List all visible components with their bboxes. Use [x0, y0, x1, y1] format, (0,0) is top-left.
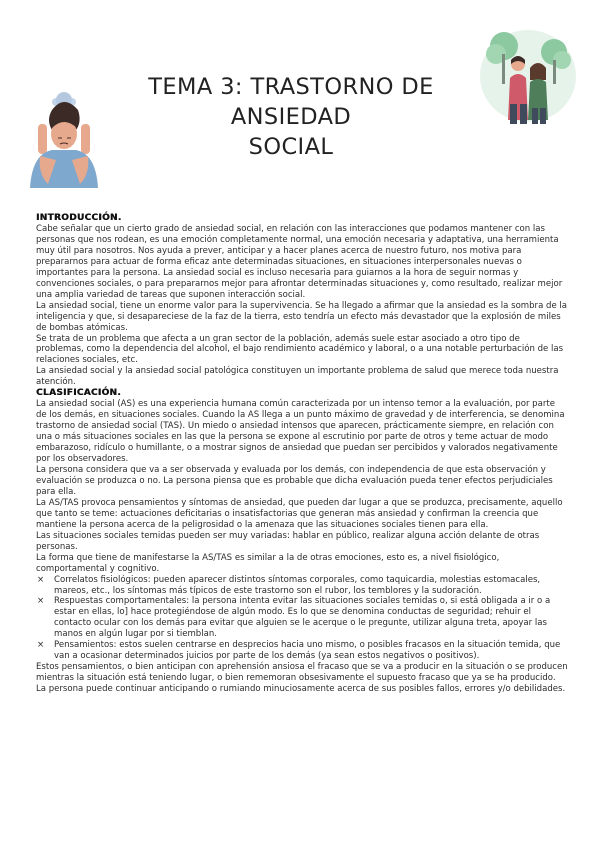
classification-heading: CLASIFICACIÓN. — [36, 388, 121, 399]
page-title-line-2: SOCIAL — [248, 134, 334, 160]
list-item — [36, 640, 568, 662]
list-item-text: Correlatos fisiológicos: pueden aparecer distintos síntomas corporales, como taquicardia, molestias estomacales, mareos, etc., los síntomas más típicos de este trastorno son el rubor, los temblores y la sudoración. — [54, 574, 541, 596]
classification-paragraph-5: La forma que tiene de manifestarse la AS/TAS es similar a la de otras emociones, esto es, a nivel fisiológico, comportamental y cognitivo. — [36, 552, 500, 574]
list-item-text: Pensamientos: estos suelen centrarse en desprecios hacia uno mismo, o posibles fracasos en la situación temida, que van a ocasionar determinados juicios por parte de los demás (ya sean estos negativos o positivos). — [54, 640, 561, 662]
document-body — [36, 213, 568, 695]
bullet-x-icon: × — [37, 574, 45, 585]
closing-paragraph: Estos pensamientos, o bien anticipan con aprehensión ansiosa el fracaso que se va a producir en la situación o se producen mientras la situación está teniendo lugar, o bien rememoran obsesivamente el supuesto fracaso que ya se ha producido. La persona puede continuar anticipando o rumiando minuciosamente acerca de sus posibles fallos, errores y/o debilidades. — [36, 662, 568, 695]
page-title — [96, 72, 486, 162]
classification-paragraph-2: La persona considera que va a ser observada y evaluada por los demás, con independencia de que esta observación y evaluación se produzca o no. La persona piensa que es probable que dicha evaluación pueda tener efectos perjudiciales para ella. — [36, 465, 553, 497]
couple-in-park-illustration — [478, 24, 578, 126]
intro-paragraph-1: Cabe señalar que un cierto grado de ansiedad social, en relación con las interacciones que podamos mantener con las personas que nos rodean, es una emoción completamente normal, una emoción necesaria y adaptativa, una herramienta muy útil para nosotros. Nos ayuda a prever, anticipar y a hacer planes acerca de nuestro futuro, nos motiva para prepararnos para actuar de forma eficaz ante determinadas situaciones, en situaciones interpersonales nuevas o importantes para la persona. La ansiedad social es incluso necesaria para guiarnos a la hora de seguir normas y convenciones sociales, o para prepararnos mejor para afrontar determinadas situaciones y, como resultado, realizar mejor una amplia variedad de tareas que suponen interacción social. — [36, 224, 563, 300]
classification-paragraph-3: La AS/TAS provoca pensamientos y síntomas de ansiedad, que pueden dar lugar a que se produzca, precisamente, aquello que tanto se teme: actuaciones deficitarias o insatisfactorias que generan más ansiedad y confirman la creencia que mantiene la persona acerca de la peligrosidad o la amenaza que las situaciones sociales tienen para ella. — [36, 497, 563, 530]
manifestation-list — [36, 575, 568, 663]
list-item — [36, 575, 568, 597]
intro-paragraph-3: Se trata de un problema que afecta a un gran sector de la población, además suele estar asociado a otro tipo de problemas, como la dependencia del alcohol, el bajo rendimiento académico y laboral, o a una notable perturbación de las relaciones sociales, etc. — [36, 333, 564, 366]
page-title-line-1: TEMA 3: TRASTORNO DE ANSIEDAD — [148, 74, 434, 130]
intro-paragraph-4: La ansiedad social y la ansiedad social patológica constituyen un importante problema de salud que merece toda nuestra atención. — [36, 366, 559, 388]
classification-paragraph-4: Las situaciones sociales temidas pueden ser muy variadas: hablar en público, realizar alguna acción delante de otras personas. — [36, 530, 540, 552]
list-item-text: Respuestas comportamentales: la persona intenta evitar las situaciones sociales temidas o, si está obligada a ir o a estar en ellas, lo] hace protegiéndose de algún modo. Es lo que se denomina conductas de seguridad; rehuir el contacto ocular con los demás para evitar que alguien se le acerque o le pregunte, utilizar alguna treta, apoyar las manos en algún lugar por si tiemblan. — [54, 596, 551, 640]
list-item — [36, 596, 568, 640]
stressed-person-illustration — [22, 88, 106, 188]
intro-paragraph-2: La ansiedad social, tiene un enorme valor para la supervivencia. Se ha llegado a afirmar que la ansiedad es la sombra de la inteligencia y que, si desapareciese de la faz de la tierra, esto tendría un efecto más devastador que la explosión de miles de bombas atómicas. — [36, 300, 568, 333]
intro-heading: INTRODUCCIÓN. — [36, 213, 122, 223]
classification-paragraph-1: La ansiedad social (AS) es una experiencia humana común caracterizada por un intenso temor a la evaluación, por parte de los demás, en situaciones sociales. Cuando la AS llega a un punto máximo de gravedad y de interferencia, se denomina trastorno de ansiedad social (TAS). Un miedo o ansiedad intensos que aparecen, prácticamente siempre, en relación con una o más situaciones sociales en las que la persona se expone al escrutinio por parte de otros y teme actuar de modo embarazoso, ridículo o humillante, o a mostrar signos de ansiedad que puedan ser percibidos y valorados negativamente por los observadores. — [36, 399, 565, 465]
bullet-x-icon: × — [37, 640, 45, 651]
bullet-x-icon: × — [37, 596, 45, 607]
